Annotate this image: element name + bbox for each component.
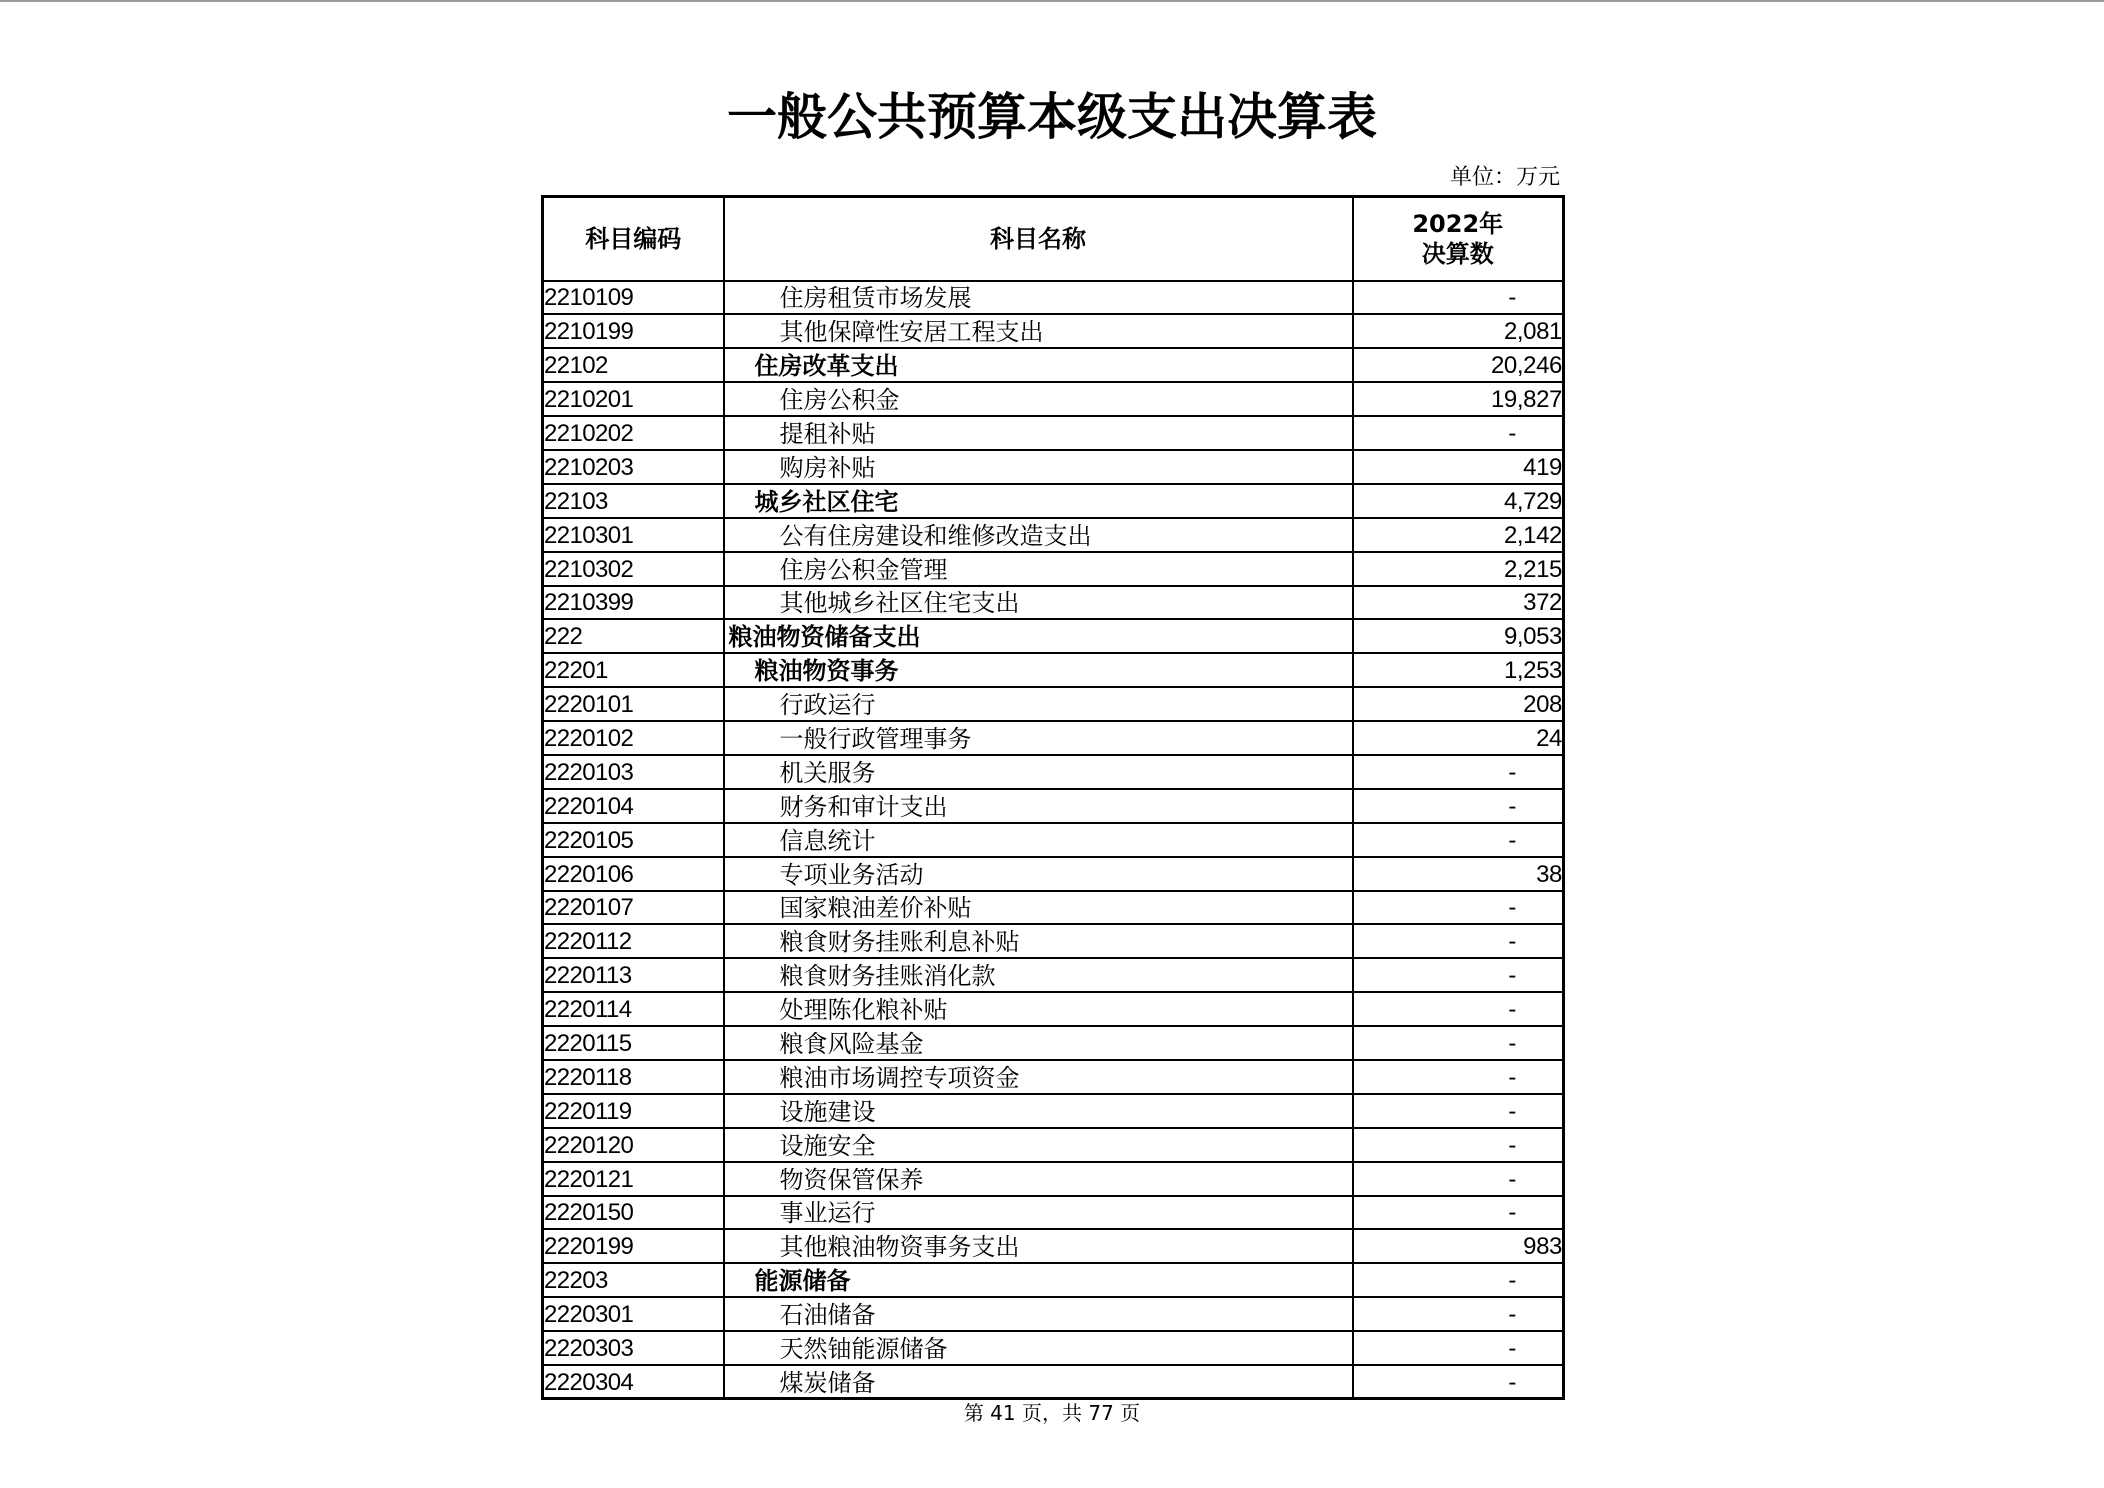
final-amount-cell: 19,827	[1353, 382, 1564, 416]
table-row	[543, 721, 1564, 755]
account-code-cell: 2220304	[543, 1365, 724, 1399]
account-name-cell: 事业运行	[724, 1196, 1353, 1230]
table-row	[543, 823, 1564, 857]
table-row	[543, 992, 1564, 1026]
header-row	[543, 197, 1564, 281]
table-row	[543, 281, 1564, 315]
account-code-cell: 2220119	[543, 1094, 724, 1128]
final-amount-cell: -	[1353, 755, 1564, 789]
final-amount-cell: 9,053	[1353, 619, 1564, 653]
table-row	[543, 484, 1564, 518]
budget-table	[541, 195, 1565, 1400]
final-amount-cell: 1,253	[1353, 653, 1564, 687]
account-name-cell: 煤炭储备	[724, 1365, 1353, 1399]
account-code-cell: 2210301	[543, 518, 724, 552]
page-footer: 第 41 页，共 77 页	[963, 1401, 1141, 1425]
final-amount-cell: -	[1353, 789, 1564, 823]
account-name-cell: 其他保障性安居工程支出	[724, 314, 1353, 348]
account-code-cell: 22201	[543, 653, 724, 687]
account-name-cell: 住房公积金	[724, 382, 1353, 416]
account-name-cell: 天然铀能源储备	[724, 1331, 1353, 1365]
final-amount-cell: -	[1353, 1060, 1564, 1094]
account-code-cell: 2220121	[543, 1162, 724, 1196]
final-amount-cell: -	[1353, 958, 1564, 992]
account-code-cell: 2220104	[543, 789, 724, 823]
final-amount-cell: -	[1353, 1162, 1564, 1196]
account-code-cell: 2220301	[543, 1297, 724, 1331]
final-amount-cell: -	[1353, 1026, 1564, 1060]
page-top-edge	[0, 0, 2104, 2]
account-name-cell: 机关服务	[724, 755, 1353, 789]
account-name-cell: 专项业务活动	[724, 857, 1353, 891]
document-title: 一般公共预算本级支出决算表	[727, 88, 1377, 146]
table-row	[543, 1263, 1564, 1297]
table-row	[543, 1229, 1564, 1263]
final-amount-cell: 20,246	[1353, 348, 1564, 382]
final-amount-cell: -	[1353, 924, 1564, 958]
account-code-cell: 2210399	[543, 586, 724, 620]
account-name-cell: 处理陈化粮补贴	[724, 992, 1353, 1026]
account-code-cell: 2220113	[543, 958, 724, 992]
final-amount-cell: 24	[1353, 721, 1564, 755]
account-name-cell: 粮食风险基金	[724, 1026, 1353, 1060]
final-amount-cell: -	[1353, 1331, 1564, 1365]
account-name-cell: 住房公积金管理	[724, 552, 1353, 586]
table-row	[543, 518, 1564, 552]
table-row	[543, 552, 1564, 586]
final-amount-cell: -	[1353, 992, 1564, 1026]
final-amount-cell: 372	[1353, 586, 1564, 620]
final-amount-cell: 4,729	[1353, 484, 1564, 518]
account-name-cell: 物资保管保养	[724, 1162, 1353, 1196]
table-row	[543, 891, 1564, 925]
account-name-cell: 其他城乡社区住宅支出	[724, 586, 1353, 620]
final-amount-cell: -	[1353, 891, 1564, 925]
account-name-cell: 城乡社区住宅	[724, 484, 1353, 518]
final-amount-cell: -	[1353, 1094, 1564, 1128]
final-amount-cell: -	[1353, 1128, 1564, 1162]
table-row	[543, 958, 1564, 992]
final-amount-cell: -	[1353, 1297, 1564, 1331]
table-row	[543, 755, 1564, 789]
account-code-cell: 2210202	[543, 416, 724, 450]
final-amount-cell: -	[1353, 1196, 1564, 1230]
table-row	[543, 687, 1564, 721]
account-code-cell: 2210109	[543, 281, 724, 315]
account-code-cell: 2220103	[543, 755, 724, 789]
final-amount-cell: 419	[1353, 450, 1564, 484]
final-amount-cell: -	[1353, 1263, 1564, 1297]
account-code-cell: 2220120	[543, 1128, 724, 1162]
header-amount-year: 2022年	[1412, 209, 1504, 238]
table-header	[543, 197, 1564, 281]
account-name-cell: 粮油物资事务	[724, 653, 1353, 687]
table-row	[543, 314, 1564, 348]
account-code-cell: 2220106	[543, 857, 724, 891]
account-code-cell: 2210201	[543, 382, 724, 416]
final-amount-cell: -	[1353, 1365, 1564, 1399]
table-row	[543, 1297, 1564, 1331]
account-code-cell: 22203	[543, 1263, 724, 1297]
account-name-cell: 粮油物资储备支出	[724, 619, 1353, 653]
account-code-cell: 2220101	[543, 687, 724, 721]
account-code-cell: 22102	[543, 348, 724, 382]
account-code-cell: 222	[543, 619, 724, 653]
account-code-cell: 2220105	[543, 823, 724, 857]
table-row	[543, 382, 1564, 416]
final-amount-cell: -	[1353, 416, 1564, 450]
table-row	[543, 857, 1564, 891]
account-name-cell: 粮油市场调控专项资金	[724, 1060, 1353, 1094]
account-name-cell: 设施建设	[724, 1094, 1353, 1128]
table-row	[543, 450, 1564, 484]
table-row	[543, 1060, 1564, 1094]
table-row	[543, 653, 1564, 687]
account-code-cell: 2220112	[543, 924, 724, 958]
table-row	[543, 1026, 1564, 1060]
header-account-name: 科目名称	[724, 197, 1353, 281]
account-name-cell: 公有住房建设和维修改造支出	[724, 518, 1353, 552]
final-amount-cell: 2,081	[1353, 314, 1564, 348]
table-row	[543, 619, 1564, 653]
table-row	[543, 1128, 1564, 1162]
account-name-cell: 粮食财务挂账利息补贴	[724, 924, 1353, 958]
account-name-cell: 粮食财务挂账消化款	[724, 958, 1353, 992]
table-row	[543, 1094, 1564, 1128]
account-name-cell: 其他粮油物资事务支出	[724, 1229, 1353, 1263]
table-row	[543, 416, 1564, 450]
account-code-cell: 2220118	[543, 1060, 724, 1094]
final-amount-cell: 983	[1353, 1229, 1564, 1263]
account-code-cell: 2220102	[543, 721, 724, 755]
final-amount-cell: -	[1353, 823, 1564, 857]
account-code-cell: 2220199	[543, 1229, 724, 1263]
table-row	[543, 586, 1564, 620]
final-amount-cell: 2,142	[1353, 518, 1564, 552]
table-row	[543, 789, 1564, 823]
unit-label: 单位：万元	[1449, 165, 1560, 190]
table-row	[543, 1162, 1564, 1196]
account-name-cell: 一般行政管理事务	[724, 721, 1353, 755]
table-body	[543, 281, 1564, 1399]
account-name-cell: 石油储备	[724, 1297, 1353, 1331]
table-row	[543, 924, 1564, 958]
account-name-cell: 行政运行	[724, 687, 1353, 721]
account-code-cell: 22103	[543, 484, 724, 518]
table-row	[543, 1196, 1564, 1230]
table-row	[543, 348, 1564, 382]
account-code-cell: 2220303	[543, 1331, 724, 1365]
account-code-cell: 2220114	[543, 992, 724, 1026]
account-code-cell: 2220107	[543, 891, 724, 925]
account-name-cell: 住房改革支出	[724, 348, 1353, 382]
account-name-cell: 信息统计	[724, 823, 1353, 857]
account-name-cell: 提租补贴	[724, 416, 1353, 450]
final-amount-cell: -	[1353, 281, 1564, 315]
account-name-cell: 购房补贴	[724, 450, 1353, 484]
final-amount-cell: 38	[1353, 857, 1564, 891]
account-code-cell: 2210203	[543, 450, 724, 484]
final-amount-cell: 208	[1353, 687, 1564, 721]
account-code-cell: 2210199	[543, 314, 724, 348]
table-row	[543, 1365, 1564, 1399]
account-name-cell: 能源储备	[724, 1263, 1353, 1297]
account-name-cell: 财务和审计支出	[724, 789, 1353, 823]
account-name-cell: 设施安全	[724, 1128, 1353, 1162]
account-code-cell: 2220115	[543, 1026, 724, 1060]
header-final-amount	[1353, 197, 1564, 281]
account-name-cell: 国家粮油差价补贴	[724, 891, 1353, 925]
final-amount-cell: 2,215	[1353, 552, 1564, 586]
header-amount-label: 决算数	[1421, 239, 1494, 268]
account-code-cell: 2220150	[543, 1196, 724, 1230]
header-account-code: 科目编码	[543, 197, 724, 281]
account-name-cell: 住房租赁市场发展	[724, 281, 1353, 315]
table-row	[543, 1331, 1564, 1365]
account-code-cell: 2210302	[543, 552, 724, 586]
